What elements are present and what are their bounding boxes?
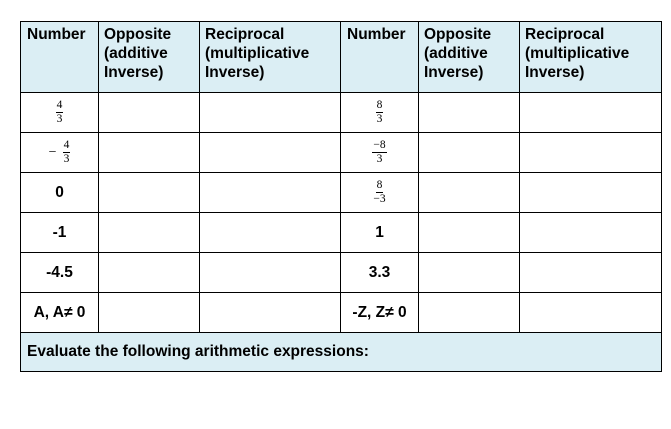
answer-cell-reciprocal-right[interactable]: [520, 173, 662, 213]
denominator: 3: [376, 113, 383, 125]
number-cell-right: [341, 173, 419, 213]
fraction: [373, 180, 385, 205]
answer-cell-reciprocal-left[interactable]: [200, 293, 341, 333]
table-row: [21, 93, 662, 133]
answer-cell-reciprocal-right[interactable]: [520, 293, 662, 333]
denominator: 3: [63, 153, 70, 165]
number-cell-right: 1: [341, 213, 419, 253]
answer-cell-reciprocal-left[interactable]: [200, 173, 341, 213]
answer-cell-reciprocal-right[interactable]: [520, 213, 662, 253]
answer-cell-opposite-left[interactable]: [99, 173, 200, 213]
header-number-left: Number: [21, 22, 99, 93]
header-reciprocal-left: Reciprocal (multiplicative Inverse): [200, 22, 341, 93]
numerator: 4: [56, 99, 63, 111]
answer-cell-opposite-right[interactable]: [419, 213, 520, 253]
number-cell-left: -4.5: [21, 253, 99, 293]
footer-row: [21, 333, 662, 372]
answer-cell-opposite-right[interactable]: [419, 93, 520, 133]
number-cell-left: A, A≠ 0: [21, 293, 99, 333]
answer-cell-opposite-left[interactable]: [99, 293, 200, 333]
number-cell-left: -1: [21, 213, 99, 253]
fraction: [56, 100, 64, 125]
header-opposite-left: Opposite (additive Inverse): [99, 22, 200, 93]
table-row: [21, 253, 662, 293]
evaluate-instruction: Evaluate the following arithmetic expressions:: [21, 333, 662, 372]
table-row: [21, 293, 662, 333]
answer-cell-opposite-right[interactable]: [419, 253, 520, 293]
number-cell-right: [341, 93, 419, 133]
answer-cell-opposite-right[interactable]: [419, 173, 520, 213]
number-cell-right: 3.3: [341, 253, 419, 293]
numerator: 8: [376, 99, 383, 111]
numerator: 8: [376, 179, 383, 191]
numerator: −8: [373, 139, 386, 151]
answer-cell-opposite-left[interactable]: [99, 133, 200, 173]
header-number-right: Number: [341, 22, 419, 93]
header-row: [21, 22, 662, 93]
table-row: [21, 133, 662, 173]
number-cell-right: -Z, Z≠ 0: [341, 293, 419, 333]
number-cell-left: [21, 93, 99, 133]
answer-cell-reciprocal-right[interactable]: [520, 93, 662, 133]
answer-cell-reciprocal-left[interactable]: [200, 253, 341, 293]
denominator: 3: [376, 153, 383, 165]
answer-cell-opposite-right[interactable]: [419, 293, 520, 333]
answer-cell-opposite-left[interactable]: [99, 253, 200, 293]
answer-cell-opposite-right[interactable]: [419, 133, 520, 173]
table-row: [21, 173, 662, 213]
denominator: −3: [373, 193, 386, 205]
denominator: 3: [56, 113, 63, 125]
answer-cell-opposite-left[interactable]: [99, 213, 200, 253]
answer-cell-reciprocal-left[interactable]: [200, 133, 341, 173]
header-reciprocal-right: Reciprocal (multiplicative Inverse): [520, 22, 662, 93]
answer-cell-reciprocal-left[interactable]: [200, 93, 341, 133]
answer-cell-reciprocal-right[interactable]: [520, 133, 662, 173]
fraction: [372, 140, 386, 165]
inverse-worksheet-table: [20, 21, 662, 372]
number-cell-left: 0: [21, 173, 99, 213]
number-cell-right: [341, 133, 419, 173]
number-cell-left: [21, 133, 99, 173]
fraction: [376, 100, 384, 125]
table-row: [21, 213, 662, 253]
numerator: 4: [63, 139, 70, 151]
answer-cell-reciprocal-left[interactable]: [200, 213, 341, 253]
fraction: [63, 140, 71, 165]
sign: −: [48, 144, 57, 160]
header-opposite-right: Opposite (additive Inverse): [419, 22, 520, 93]
answer-cell-opposite-left[interactable]: [99, 93, 200, 133]
answer-cell-reciprocal-right[interactable]: [520, 253, 662, 293]
